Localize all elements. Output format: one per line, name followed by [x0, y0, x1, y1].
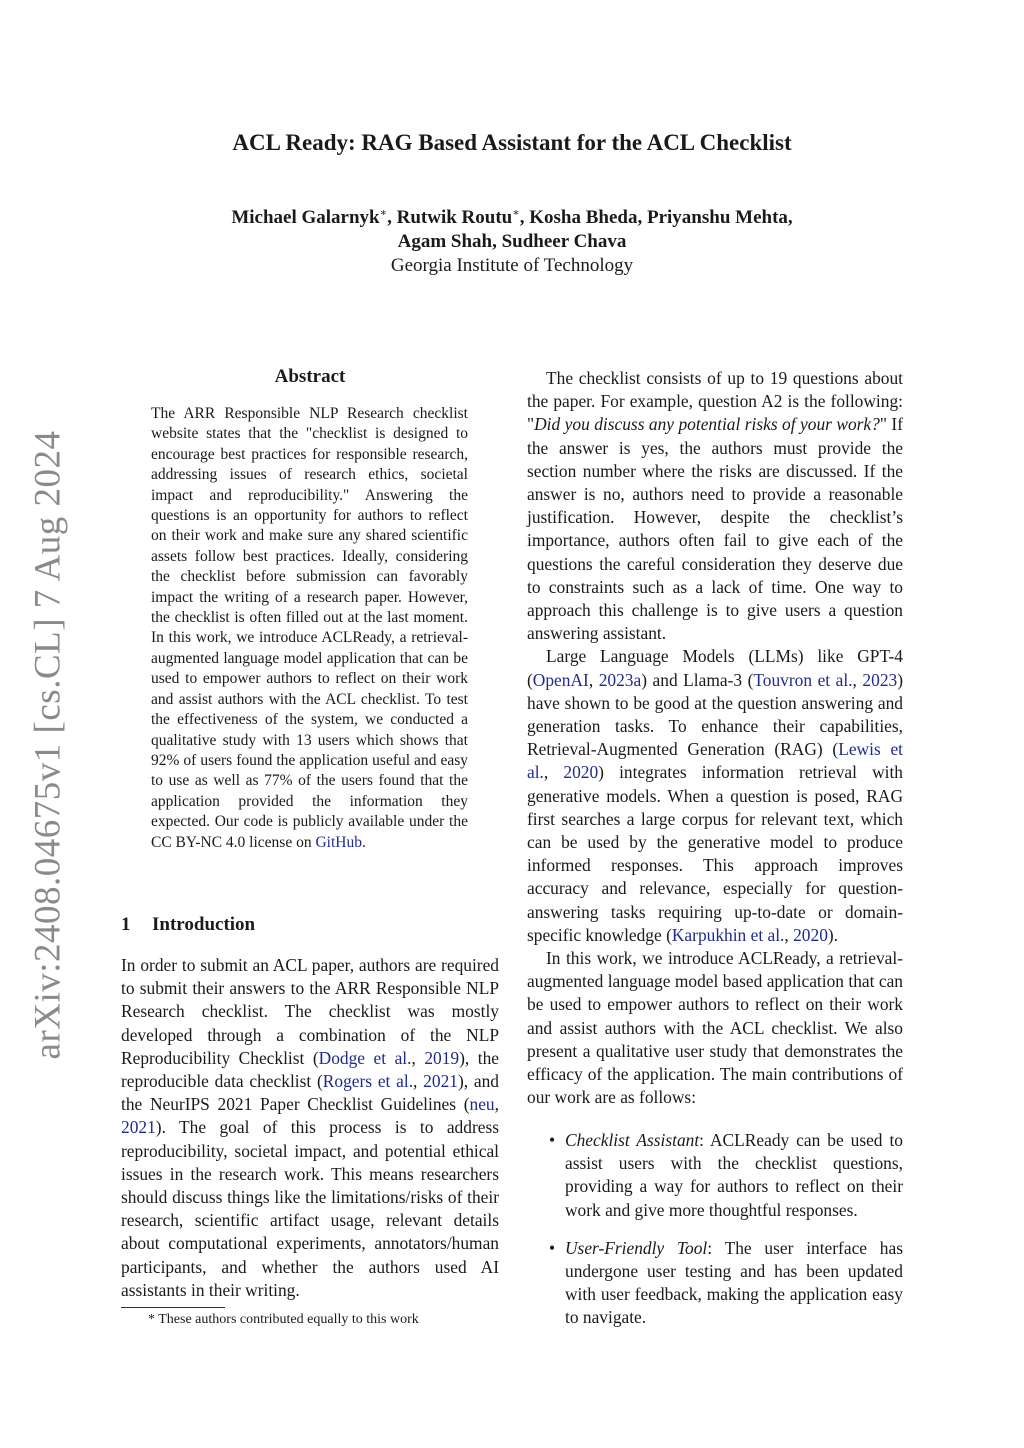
- author-name: Kosha Bheda: [529, 207, 638, 228]
- paragraph-text: ).: [827, 924, 839, 945]
- intro-text: ). The goal of this process is to address reproducibility, societal impact, and potential ethical issues in the research work. This means researchers should discuss things like the limitations/risks of their research, scientific artifact usage, relevant details about computational experiments, annotators/human participants, and whether the authors used AI assistants in their writing.: [121, 1117, 499, 1300]
- author-name: Sudheer Chava: [501, 231, 627, 252]
- list-item: [527, 1129, 903, 1222]
- arxiv-identifier-stamp: arXiv:2408.04675v1 [cs.CL] 7 Aug 2024: [27, 430, 69, 1060]
- intro-text: ), the reproducible data checklist (: [121, 1047, 500, 1092]
- citation-karpukhin[interactable]: Karpukhin et al.: [671, 924, 785, 945]
- footnote: * These authors contributed equally to this work: [148, 1312, 419, 1327]
- paragraph-text: ) integrates information retrieval with generative models. When a question is posed, RAG first searches a large corpus for relevant text, which can be used by the generative model to produce informed responses. This approach improves accuracy and relevance, especially for question-answering tasks requiring up-to-date or domain-specific knowledge (: [527, 762, 904, 945]
- citation-rogers-year[interactable]: 2021: [423, 1071, 458, 1092]
- citation-openai-year[interactable]: 2023a: [598, 669, 642, 690]
- paragraph-checklist: [527, 367, 903, 645]
- citation-lewis-year[interactable]: 2020: [563, 762, 599, 783]
- citation-openai[interactable]: OpenAI: [532, 669, 589, 690]
- bullet-icon: •: [549, 1130, 556, 1150]
- contributions-list: [527, 1129, 903, 1330]
- citation-touvron-year[interactable]: 2023: [862, 669, 898, 690]
- paragraph-text: ) and Llama-3 (: [641, 669, 754, 690]
- paragraph-text: The checklist consists of up to 19 questions about the paper. For example, question A2 is the following: ": [527, 368, 903, 435]
- authors-block: [0, 201, 1024, 278]
- paragraph-text: ) have shown to be good at the question answering and generation tasks. To enhance their capabilities, Retrieval-Augmented Generation (RAG) (: [527, 669, 903, 760]
- citation-separator: ,: [852, 669, 863, 690]
- author-name: Rutwik Routu: [396, 207, 513, 228]
- citation-karpukhin-year[interactable]: 2020: [793, 924, 828, 945]
- paragraph-this-work: In this work, we introduce ACLReady, a retrieval-augmented language model based application that can be used to empower authors to reflect on their work and assist authors with the ACL checklist. We also present a qualitative user study that demonstrates the efficacy of the application. The main contributions of our work are as follows:: [527, 948, 903, 1108]
- quoted-question: Did you discuss any potential risks of your work?: [534, 414, 880, 435]
- github-link[interactable]: GitHub: [315, 833, 362, 851]
- contribution-term: User-Friendly Tool: [565, 1237, 708, 1258]
- footnote-rule: [121, 1307, 225, 1308]
- citation-rogers[interactable]: Rogers et al.: [322, 1071, 414, 1092]
- paper-title: ACL Ready: RAG Based Assistant for the ACL Checklist: [232, 130, 792, 155]
- introduction-heading: [121, 914, 255, 936]
- citation-separator: ,: [588, 669, 599, 690]
- intro-text: ), and the NeurIPS 2021 Paper Checklist Guidelines (: [121, 1071, 499, 1115]
- citation-separator: ,: [413, 1071, 424, 1092]
- abstract-heading: Abstract: [274, 366, 346, 387]
- contribution-text: : The user interface has undergone user testing and has been updated with user feedback, making the application easy to navigate.: [565, 1237, 903, 1328]
- author-name: Michael Galarnyk: [231, 207, 380, 228]
- author-line-1: Michael Galarnyk∗, Rutwik Routu∗, Kosha Bheda, Priyanshu Mehta,: [231, 207, 793, 228]
- contribution-term: Checklist Assistant: [565, 1130, 700, 1150]
- author-name: Agam Shah: [397, 231, 493, 252]
- citation-neu[interactable]: neu: [469, 1094, 495, 1115]
- bullet-icon: •: [549, 1237, 556, 1258]
- paragraph-text: " If the answer is yes, the authors must provide the section number where the risks are discussed. If the answer is no, authors need to provide a reasonable justification. However, despite the checklist’s importance, authors often fail to give each of the questions the careful consideration they deserve due to constraints such as a lack of time. One way to approach this challenge is to give users a question answering assistant.: [527, 414, 903, 644]
- right-column-text: [527, 367, 903, 1110]
- citation-neu-year[interactable]: 2021: [121, 1117, 156, 1138]
- citation-touvron[interactable]: Touvron et al.: [753, 669, 853, 690]
- citation-dodge-year[interactable]: 2019: [424, 1047, 460, 1068]
- paragraph-llms: [527, 645, 903, 947]
- citation-separator: ,: [784, 924, 794, 945]
- intro-text: In order to submit an ACL paper, authors are required to submit their answers to the ARR Responsible NLP Research checklist. The checklist was mostly developed through a combination of the NLP Reproducibility Checklist (: [121, 955, 499, 1068]
- citation-separator: ,: [494, 1094, 499, 1115]
- citation-lewis[interactable]: Lewis et al.: [527, 739, 903, 783]
- equal-contribution-mark: ∗: [379, 207, 388, 219]
- citation-separator: ,: [411, 1047, 425, 1068]
- list-item: [527, 1237, 903, 1330]
- author-line-2: Agam Shah, Sudheer Chava: [397, 231, 627, 252]
- equal-contribution-mark: ∗: [512, 207, 520, 219]
- abstract-text: The ARR Responsible NLP Research checklist website states that the "checklist is designed to encourage best practices for responsible research, addressing issues of research ethics, societal impact and reproducibility." Answering the questions is an opportunity for authors to reflect on their work and make sure any shared scientific assets follow best practices. Ideally, considering the checklist before submission can favorably impact the writing of a research paper. However, the checklist is often filled out at the last moment. In this work, we introduce ACLReady, a retrieval-augmented language model application that can be used to empower authors to reflect on their work and assist authors with the ACL checklist. To test the effectiveness of the system, we conducted a qualitative study with 13 users which shows that 92% of users found the application useful and easy to use as well as 77% of the users found that the application provided the information they expected. Our code is publicly available under the CC BY-NC 4.0 license on: [151, 405, 468, 851]
- section-number: 1: [121, 914, 131, 935]
- author-name: Priyanshu Mehta: [646, 207, 788, 228]
- introduction-paragraph: [121, 954, 499, 1302]
- contribution-text: : ACLReady can be used to assist users with the checklist questions, providing a way for authors to reflect on their work and give more thoughtful responses.: [565, 1130, 903, 1220]
- affiliation: Georgia Institute of Technology: [390, 255, 634, 276]
- paragraph-text: Large Language Models (LLMs) like GPT-4 (: [527, 646, 903, 690]
- abstract-end: .: [361, 833, 366, 851]
- abstract-body: [151, 404, 468, 853]
- section-title: Introduction: [152, 914, 256, 935]
- citation-dodge[interactable]: Dodge et al.: [318, 1047, 412, 1068]
- citation-separator: ,: [543, 762, 564, 783]
